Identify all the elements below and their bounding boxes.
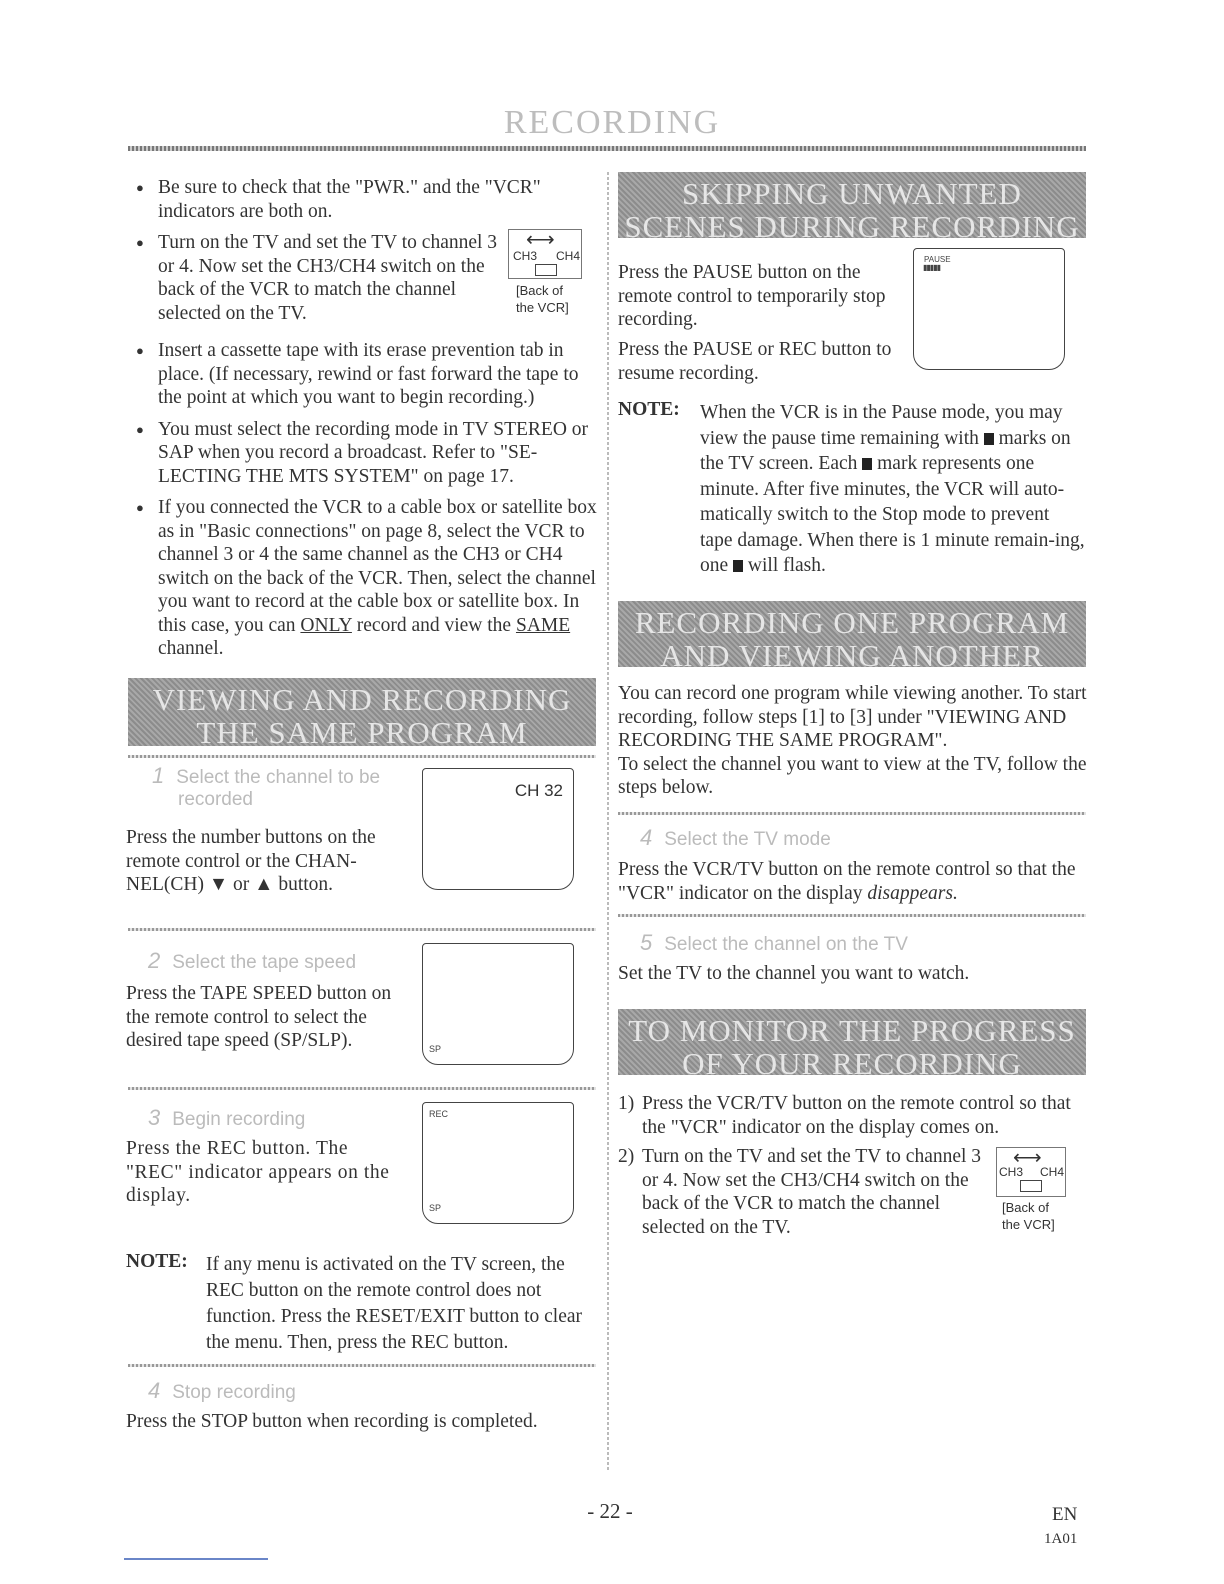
note-text <box>700 400 1086 579</box>
screen-pause-text: PAUSE <box>924 255 951 264</box>
column-divider <box>607 172 609 1472</box>
step-text <box>618 858 1088 905</box>
step-heading <box>640 825 940 851</box>
note-text: If any menu is activated on the TV screen, the REC button on the remote control does not function. Press the RESET/EXIT button to clear the menu. Then, press the REC button. <box>206 1254 583 1353</box>
screen-speed-text: SP <box>429 1203 442 1213</box>
pause-text: Press the PAUSE button on the remote control to temporarily stop recording. <box>618 262 886 330</box>
tv-screen-speed <box>422 943 574 1065</box>
note-label <box>126 1250 188 1274</box>
note-text-part: mark represents one minute. After five minutes, the VCR will auto-matically switch to the Stop mode to prevent tape damage. When there is 1 minute remain-ing, one <box>700 453 1085 576</box>
language-code: EN <box>1052 1504 1078 1525</box>
pause-marks-icon: ▮▮▮▮▮ <box>923 263 941 272</box>
bullet-item: ● You must select the recording mode in TV STEREO or SAP when you record a broadcast. Refer to "SE-LECTING THE MTS SYSTEM" on page 17. <box>132 418 600 489</box>
step-number: 2 <box>148 948 161 973</box>
dotted-rule <box>128 928 596 931</box>
pause-text: Press the PAUSE or REC button to resume recording. <box>618 339 892 384</box>
monitor-step-text: Press the VCR/TV button on the remote control so that the "VCR" indicator on the display comes on. <box>642 1093 1071 1138</box>
screen-speed-text: SP <box>429 1044 442 1054</box>
note-text-part: When the VCR is in the Pause mode, you may view the pause time remaining with <box>700 402 1063 449</box>
bullet-text: If you connected the VCR to a cable box or satellite box as in "Basic connections" on page 8, select the VCR to channel 3 or 4 the same channel as the CH3 or CH4 switch on the back of the VCR. Then, select the channel you want to record at the cable box or satellite box. In this case, you can <box>158 497 597 636</box>
square-mark-icon <box>984 433 994 445</box>
note-label <box>618 398 680 422</box>
screen-rec-text: REC <box>429 1109 449 1119</box>
step-title: Stop recording <box>172 1382 296 1403</box>
step-text: Press the TAPE SPEED button on the remote control to select the desired tape speed (SP/SLP). <box>126 983 392 1051</box>
ch3-label: CH3 <box>999 1165 1024 1179</box>
record-intro-line: To select the channel you want to view at the TV, follow the steps below. <box>618 753 1087 798</box>
switch-slider-icon <box>1020 1180 1042 1192</box>
ch3-label: CH3 <box>513 249 538 263</box>
note-label-text: NOTE: <box>126 1251 188 1272</box>
banner-line: AND VIEWING ANOTHER <box>660 638 1044 673</box>
section-banner-viewing-recording <box>128 678 596 750</box>
step-title: Select the TV mode <box>664 829 831 850</box>
monitor-step <box>618 1145 988 1239</box>
dotted-rule <box>618 914 1086 917</box>
step-heading <box>148 1105 408 1131</box>
tv-screen-channel <box>422 768 574 890</box>
step-title: recorded <box>178 789 253 810</box>
bullet-item: ● Be sure to check that the "PWR." and the "VCR" indicators are both on. <box>132 176 600 223</box>
page-title: RECORDING <box>503 104 721 141</box>
monitor-step-number: 1) <box>618 1093 635 1114</box>
section-banner-skipping <box>618 172 1086 244</box>
footer-line <box>124 1558 268 1560</box>
banner-line: SKIPPING UNWANTED <box>682 176 1022 211</box>
step-text: Press the number buttons on the remote control or the CHAN-NEL(CH) ▼ or ▲ button. <box>126 827 376 895</box>
step-title: Begin recording <box>172 1109 306 1130</box>
step-heading <box>148 1378 408 1404</box>
step-number: 4 <box>148 1378 161 1403</box>
note-text-part: marks on the TV screen. Each <box>700 427 1071 474</box>
switch-arrow-icon: ⟷ <box>526 229 555 251</box>
switch-caption: the VCR] <box>1002 1217 1055 1232</box>
ch-switch-diagram <box>508 229 582 319</box>
banner-line: RECORDING ONE PROGRAM <box>634 605 1070 640</box>
bullet-item <box>132 496 600 661</box>
section-banner-monitor <box>618 1009 1086 1081</box>
ch-switch-diagram <box>996 1147 1066 1237</box>
step-title: Select the tape speed <box>172 952 357 973</box>
monitor-step <box>618 1092 1088 1139</box>
step-title: Select the channel to be <box>176 767 381 788</box>
dotted-rule <box>128 755 596 758</box>
square-mark-icon <box>733 560 743 572</box>
monitor-step-number: 2) <box>618 1146 635 1167</box>
tv-screen-pause <box>913 248 1065 370</box>
banner-line: VIEWING AND RECORDING <box>152 682 572 717</box>
bullet-text: channel. <box>158 638 224 659</box>
switch-slider-icon <box>535 264 557 276</box>
step-title: Select the channel on the TV <box>664 934 908 955</box>
switch-caption: [Back of <box>1002 1200 1049 1215</box>
banner-line: OF YOUR RECORDING <box>682 1046 1022 1081</box>
bullet-text: record and view the <box>356 614 512 636</box>
step-text: Press the REC button. The "REC" indicator appears on the display. <box>126 1138 390 1206</box>
step-text: Press the STOP button when recording is completed. <box>126 1411 538 1432</box>
dotted-rule <box>128 1364 596 1367</box>
step-text-emphasis: disappears. <box>867 882 958 904</box>
step-text-part: Press the VCR/TV button on the remote control so that the "VCR" indicator on the display <box>618 859 1076 904</box>
dotted-rule <box>128 1087 596 1090</box>
step-heading <box>148 948 408 974</box>
bullet-item: ● Insert a cassette tape with its erase prevention tab in place. (If necessary, rewind or fast forward the tape to the point at which you want to begin recording.) <box>132 339 600 410</box>
step-heading <box>640 930 960 956</box>
bullet-text: Turn on the TV and set the TV to channel 3 or 4. Now set the CH3/CH4 switch on the back of the VCR to match the channel selected on the TV. <box>158 232 498 324</box>
dotted-rule <box>618 812 1086 815</box>
title-rule <box>128 146 1086 151</box>
step-text: Set the TV to the channel you want to watch. <box>618 963 970 984</box>
step-heading <box>152 765 412 811</box>
step-number: 4 <box>640 825 653 850</box>
screen-channel-text: CH 32 <box>514 781 563 800</box>
ch4-label: CH4 <box>556 249 581 263</box>
page-number: - 22 - <box>587 1499 633 1523</box>
record-intro-text <box>618 682 1088 800</box>
switch-arrow-icon: ⟷ <box>1013 1147 1042 1169</box>
banner-line: THE SAME PROGRAM <box>196 715 528 750</box>
ch4-label: CH4 <box>1040 1165 1065 1179</box>
switch-caption: [Back of <box>516 283 563 298</box>
emphasis-only: ONLY <box>300 614 352 636</box>
bullet-item <box>132 231 498 325</box>
tv-screen-rec <box>422 1102 574 1224</box>
switch-caption: the VCR] <box>516 300 569 315</box>
record-intro-line: You can record one program while viewing another. To start recording, follow steps [1] to [3] under "VIEWING AND RECORDING THE SAME PROGRAM". <box>618 683 1087 751</box>
step-number: 5 <box>640 930 653 955</box>
monitor-step-text: Turn on the TV and set the TV to channel 3 or 4. Now set the CH3/CH4 switch on the back of the VCR to match the channel selected on the TV. <box>642 1146 982 1238</box>
square-mark-icon <box>862 458 872 470</box>
step-number: 1 <box>152 763 165 788</box>
banner-line: TO MONITOR THE PROGRESS <box>628 1013 1076 1048</box>
document-code: 1A01 <box>1044 1531 1078 1547</box>
note-label-text: NOTE: <box>618 399 680 420</box>
banner-line: SCENES DURING RECORDING <box>624 209 1080 244</box>
section-banner-record-one <box>618 601 1086 673</box>
note-text-part: will flash. <box>747 555 826 576</box>
emphasis-same: SAME <box>515 614 571 636</box>
step-number: 3 <box>148 1105 161 1130</box>
